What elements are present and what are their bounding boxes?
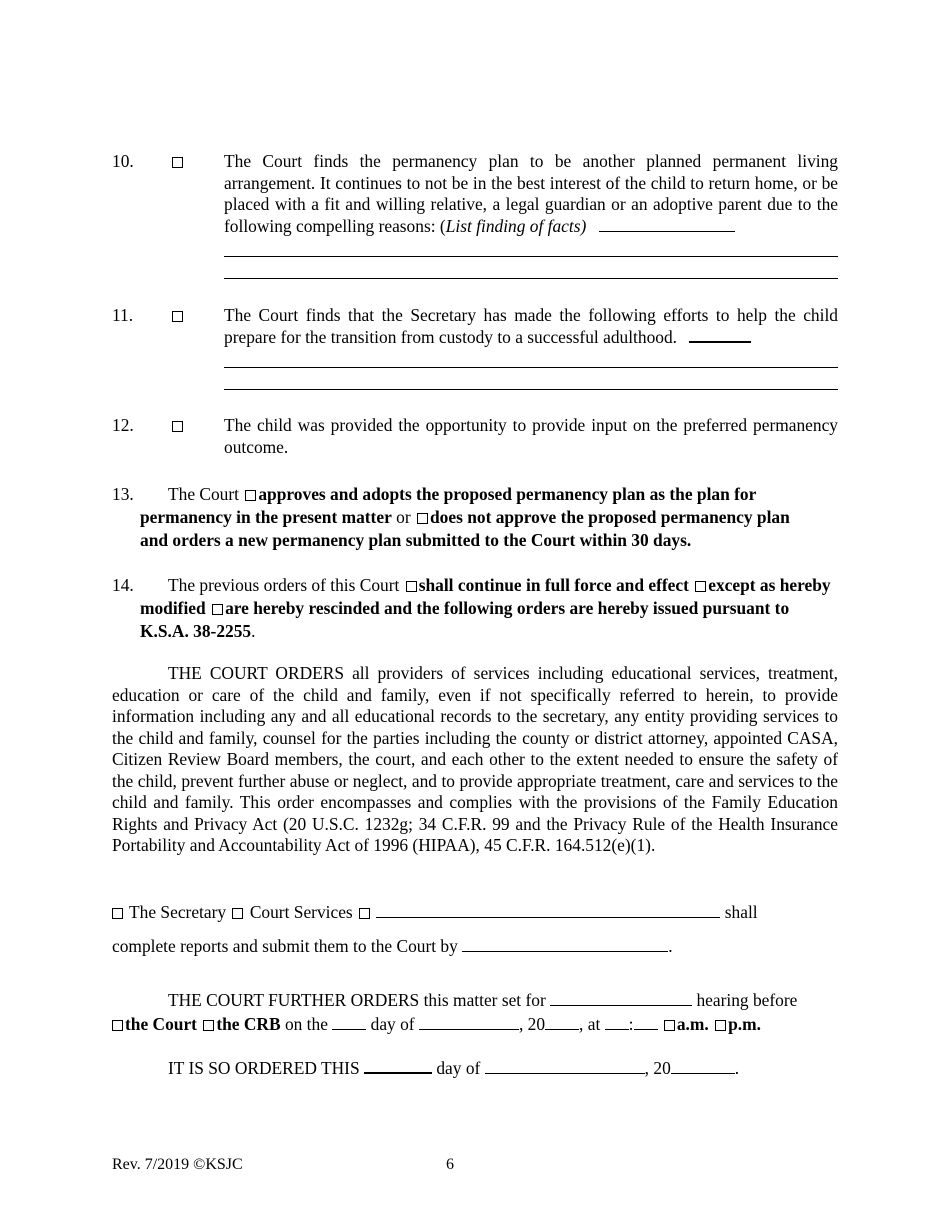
order-month-blank[interactable] [485,1059,645,1074]
hearing-hour-blank[interactable] [605,1015,629,1030]
further-orders-line-1: THE COURT FURTHER ORDERS this matter set for hearing before [168,990,798,1010]
hearing-day-blank[interactable] [332,1015,366,1030]
reports-line-2: complete reports and submit them to the Court by . [112,936,673,956]
page-number: 6 [446,1156,454,1173]
item-11-text: The Court finds that the Secretary has made the following efforts to help the child prepare for the transition from custody to a successful adulthood. [224,305,838,347]
item-11-line-2[interactable] [224,389,838,390]
item-13-not-approve-checkbox[interactable] [417,513,428,524]
revision-footer: Rev. 7/2019 ©KSJC [112,1156,243,1173]
court-services-checkbox[interactable] [232,908,243,919]
the-court-checkbox[interactable] [112,1020,123,1031]
item-13-approve-checkbox[interactable] [245,490,256,501]
other-reporter-blank[interactable] [376,903,720,918]
order-year-blank[interactable] [671,1059,735,1074]
item-11-number: 11. [112,305,134,325]
item-14-text: The previous orders of this Court shall continue in full force and effect except as hereby modified are hereby rescinded and the following orders are hereby issued pursuant to K.S.A. 38-2255. [140,575,831,641]
hearing-month-blank[interactable] [419,1015,519,1030]
item-11-blank[interactable] [689,327,751,343]
item-10-line-2[interactable] [224,278,838,279]
pm-checkbox[interactable] [715,1020,726,1031]
item-11-line-1[interactable] [224,367,838,368]
further-orders-line-2: the Court the CRB on the day of , 20 , at : a.m. p.m. [112,1013,838,1036]
hearing-year-blank[interactable] [545,1015,579,1030]
order-day-blank[interactable] [364,1058,432,1074]
other-reporter-checkbox[interactable] [359,908,370,919]
the-crb-checkbox[interactable] [203,1020,214,1031]
item-14-rescinded-checkbox[interactable] [212,604,223,615]
item-13-number: 13. [112,484,134,504]
item-10-number: 10. [112,151,134,171]
so-ordered-line: IT IS SO ORDERED THIS day of , 20 . [168,1058,740,1078]
item-10-blank[interactable] [599,217,735,232]
reports-line-1: The Secretary Court Services shall [112,902,838,923]
item-12-text: The child was provided the opportunity to provide input on the preferred permanency outcome. [224,415,838,457]
item-10-line-1[interactable] [224,256,838,257]
item-14-number: 14. [112,575,134,595]
item-12-number: 12. [112,415,134,435]
court-orders-paragraph: THE COURT ORDERS all providers of services including educational services, treatment, education or care of the child and family, even if not specifically referred to herein, to provide information including any and all educational records to the secretary, any entity providing services to the child and family, counsel for the parties including the county or district attorney, appointed CASA, Citizen Review Board members, the court, and each other to the extent needed to ensure the safety of the child, prevent further abuse or neglect, and to provide appropriate treatment, care and services to the child and family. This order encompasses and complies with the provisions of the Family Education Rights and Privacy Act (20 U.S.C. 1232g; 34 C.F.R. 99 and the Privacy Rule of the Health Insurance Portability and Accountability Act of 1996 (HIPAA), 45 C.F.R. 164.512(e)(1). [112,663,838,855]
am-checkbox[interactable] [664,1020,675,1031]
item-13-text: The Court approves and adopts the proposed permanency plan as the plan for permanency in the present matter or does not approve the proposed permanency plan and orders a new permanency plan submitted to the Court within 30 days. [140,484,790,550]
hearing-minute-blank[interactable] [634,1015,658,1030]
item-14-continue-checkbox[interactable] [406,581,417,592]
item-12-checkbox[interactable] [170,415,185,437]
reports-due-date-blank[interactable] [462,937,668,952]
item-10-checkbox[interactable] [170,151,185,173]
secretary-checkbox[interactable] [112,908,123,919]
item-11-checkbox[interactable] [170,305,185,327]
item-14-modified-checkbox[interactable] [695,581,706,592]
hearing-type-blank[interactable] [550,991,692,1006]
item-10-text: The Court finds the permanency plan to be another planned permanent living arrangement. It continues to not be in the best interest of the child to return home, or be placed with a fit and willing relative, a legal guardian or an adoptive parent due to the following compelling reasons: (List finding of facts) [224,151,838,236]
